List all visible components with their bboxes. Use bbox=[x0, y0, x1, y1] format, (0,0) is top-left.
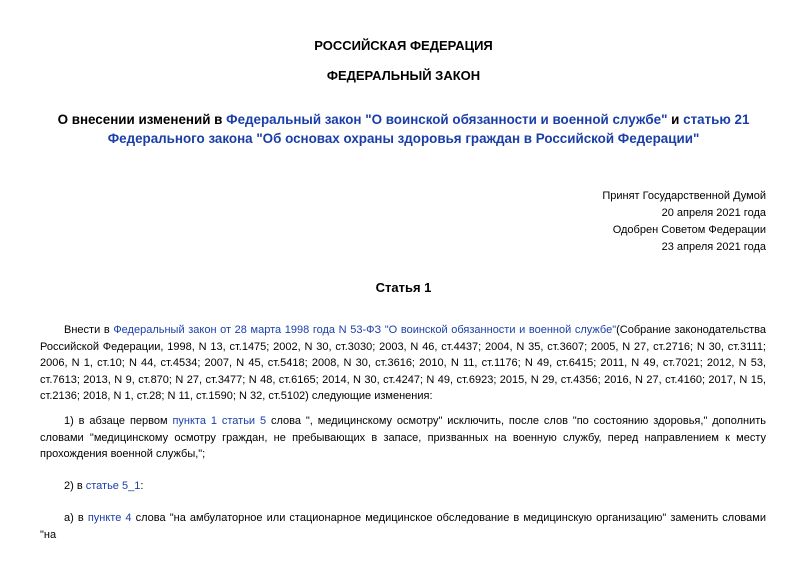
adoption-duma: Принят Государственной Думой bbox=[602, 190, 766, 202]
paragraph-intro bbox=[40, 322, 766, 405]
law-title bbox=[40, 110, 767, 148]
p2-text-1: 1) в абзаце первом bbox=[64, 415, 173, 427]
p3-link-article5-1[interactable]: статье 5_1 bbox=[85, 480, 141, 492]
title-link-health-law[interactable]: статью 21 Федерального закона "Об основах охраны здоровья граждан в Российской Федерации" bbox=[107, 112, 750, 146]
p3-text-1: 2) в bbox=[64, 480, 86, 492]
adoption-council-date: 23 апреля 2021 года bbox=[661, 241, 766, 253]
p1-text-2: (Собрание законодательства Российской Федерации, 1998, N 13, ст.1475; 2002, N 30, ст.3030; 2003, N 46, ст.4437; 2004, N 35, ст.3607; 2005, N 27, ст.2716; N 30, ст.3111; 2006, N 1, ст.10; N 44, ст.4534; 2007, N 45, ст.5418; 2008, N 30, ст.3616; 2010, N 11, ст.1176; N 49, ст.6415; 2011, N 49, ст.7021; 2012, N 53, ст.7613; 2013, N 9, ст.870; N 27, ст.3477; N 48, ст.6165; 2014, N 30, ст.4247; N 49, ст.6923; 2015, N 29, ст.4356; 2016, N 27, ст.4160; 2017, N 15, ст.2136; 2018, N 1, ст.28; N 11, ст.1590; N 32, ст.5102) следующие изменения: bbox=[40, 324, 767, 403]
country-heading: РОССИЙСКАЯ ФЕДЕРАЦИЯ bbox=[314, 38, 493, 53]
adoption-info bbox=[602, 188, 766, 256]
paragraph-item-2 bbox=[40, 478, 766, 495]
adoption-council: Одобрен Советом Федерации bbox=[612, 224, 766, 236]
p2-link-article5[interactable]: пункта 1 статьи 5 bbox=[172, 415, 267, 427]
p3-text-2: : bbox=[140, 480, 144, 492]
p4-text-2: слова "на амбулаторное или стационарное медицинское обследование в медицинскую организацию" заменить словами "на bbox=[40, 512, 766, 541]
p1-link-law[interactable]: Федеральный закон от 28 марта 1998 года N 53-ФЗ "О воинской обязанности и военной службе" bbox=[113, 324, 617, 336]
doc-type-heading: ФЕДЕРАЛЬНЫЙ ЗАКОН bbox=[326, 68, 481, 83]
adoption-duma-date: 20 апреля 2021 года bbox=[661, 207, 766, 219]
paragraph-item-a bbox=[40, 510, 766, 543]
article-heading: Статья 1 bbox=[375, 280, 432, 295]
p2-text-2: слова ", медицинскому осмотру" исключить, после слов "по состоянию здоровья," дополнить словами "медицинскому осмотру граждан, не пребывающих в запасе, призванных на военную службу, перед направлением к месту прохождения военной службы,"; bbox=[40, 415, 767, 461]
title-text-1: О внесении изменений в bbox=[57, 112, 227, 127]
p4-text-1: а) в bbox=[64, 512, 88, 524]
title-text-2: и bbox=[667, 112, 684, 127]
p4-link-point4[interactable]: пункте 4 bbox=[87, 512, 132, 524]
paragraph-item-1 bbox=[40, 413, 766, 463]
p1-text-1: Внести в bbox=[64, 324, 114, 336]
title-link-military-law[interactable]: Федеральный закон "О воинской обязанности и военной службе" bbox=[226, 112, 668, 127]
